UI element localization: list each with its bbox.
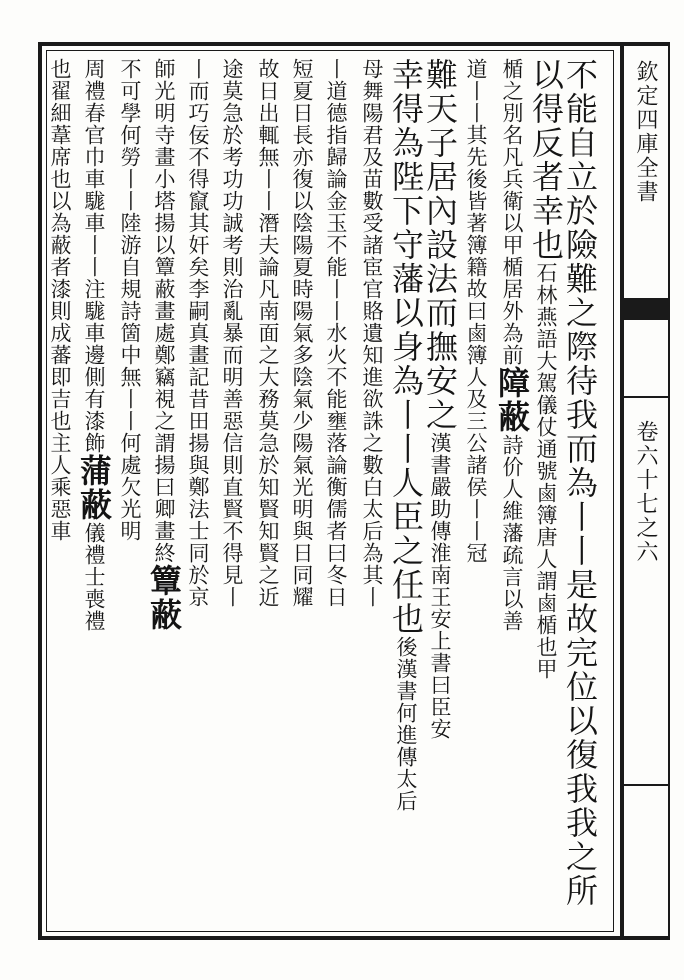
entry-heading: 障蔽 [493, 366, 531, 434]
annotation-text: 短夏日長亦復以陰陽夏時陽氣多陰氣少陽氣光明與日同耀 [290, 58, 314, 608]
annotation-text: 道丨丨其先後皆著簿籍故曰鹵簿 [464, 58, 488, 366]
entry-heading: 簟蔽 [145, 564, 183, 632]
annotation-text: 丨而巧佞不得竄其奸矣李嗣真畫記昔田揚與鄭法士同於京 [186, 58, 210, 608]
book-title: 欽定四庫全書 [633, 60, 658, 204]
annotation-text: 不可學何勞丨丨陸游自規詩箇中無丨丨何處欠光明 [118, 58, 142, 542]
annotation-text: 母舞陽君及苗數受諸宦官賂遺知進欲誅之數白太后為其丨 [360, 58, 384, 608]
annotation-text: 人及三公諸侯丨丨冠 [464, 366, 488, 564]
edge-black-band [624, 298, 670, 320]
annotation-text: 詩价人維藩疏言以善 [500, 434, 524, 632]
main-text: 難天子居內設法而撫安之 [421, 58, 459, 432]
annotation-text: 楯之別名凡兵衛以甲楯居外為前 [500, 58, 524, 366]
annotation-text: 儀禮士喪禮 [82, 522, 106, 632]
annotation-text: 丨道德指歸論金玉不能丨丨水火不能壅落論衡儒者曰冬日 [324, 58, 348, 608]
annotation-text: 主人乘惡車 [48, 432, 72, 542]
annotation-text: 周禮春官巾車駹車丨丨注駹車邊側有漆飾 [82, 58, 106, 454]
text-column [36, 58, 84, 928]
annotation-text: 故日出輒無丨丨潛夫論凡南面之大務莫急於知賢知賢之近 [256, 58, 280, 608]
annotation-text: 後漢書何進傳太后 [394, 636, 418, 812]
annotation-text: 師光明寺畫小塔揚以簟蔽畫處鄭竊視之謂揚曰卿畫終 [152, 58, 176, 564]
annotation-text: 也翟細葦席也以為蔽者漆則成蕃即吉也 [48, 58, 72, 432]
annotation-text: 石林燕語大駕儀仗通號鹵簿唐人謂鹵楯也甲 [534, 262, 558, 680]
edge-divider-bottom [624, 784, 670, 786]
entry-heading: 蒲蔽 [75, 454, 113, 522]
volume-label: 卷六十七之六 [633, 420, 658, 564]
annotation-text: 漢書嚴助傳淮南王安上書曰臣安 [428, 432, 452, 740]
main-text: 幸得為陛下守藩以身為丨丨人臣之任也 [387, 58, 425, 636]
annotation-text: 途莫急於考功功誠考則治亂暴而明善惡信則直賢不得見丨 [220, 58, 244, 608]
edge-divider-top [624, 396, 670, 398]
main-text: 不能自立於險難之際待我而為丨丨是故完位以復我我之所 [561, 58, 599, 908]
main-text: 以得反者幸也 [527, 58, 565, 262]
